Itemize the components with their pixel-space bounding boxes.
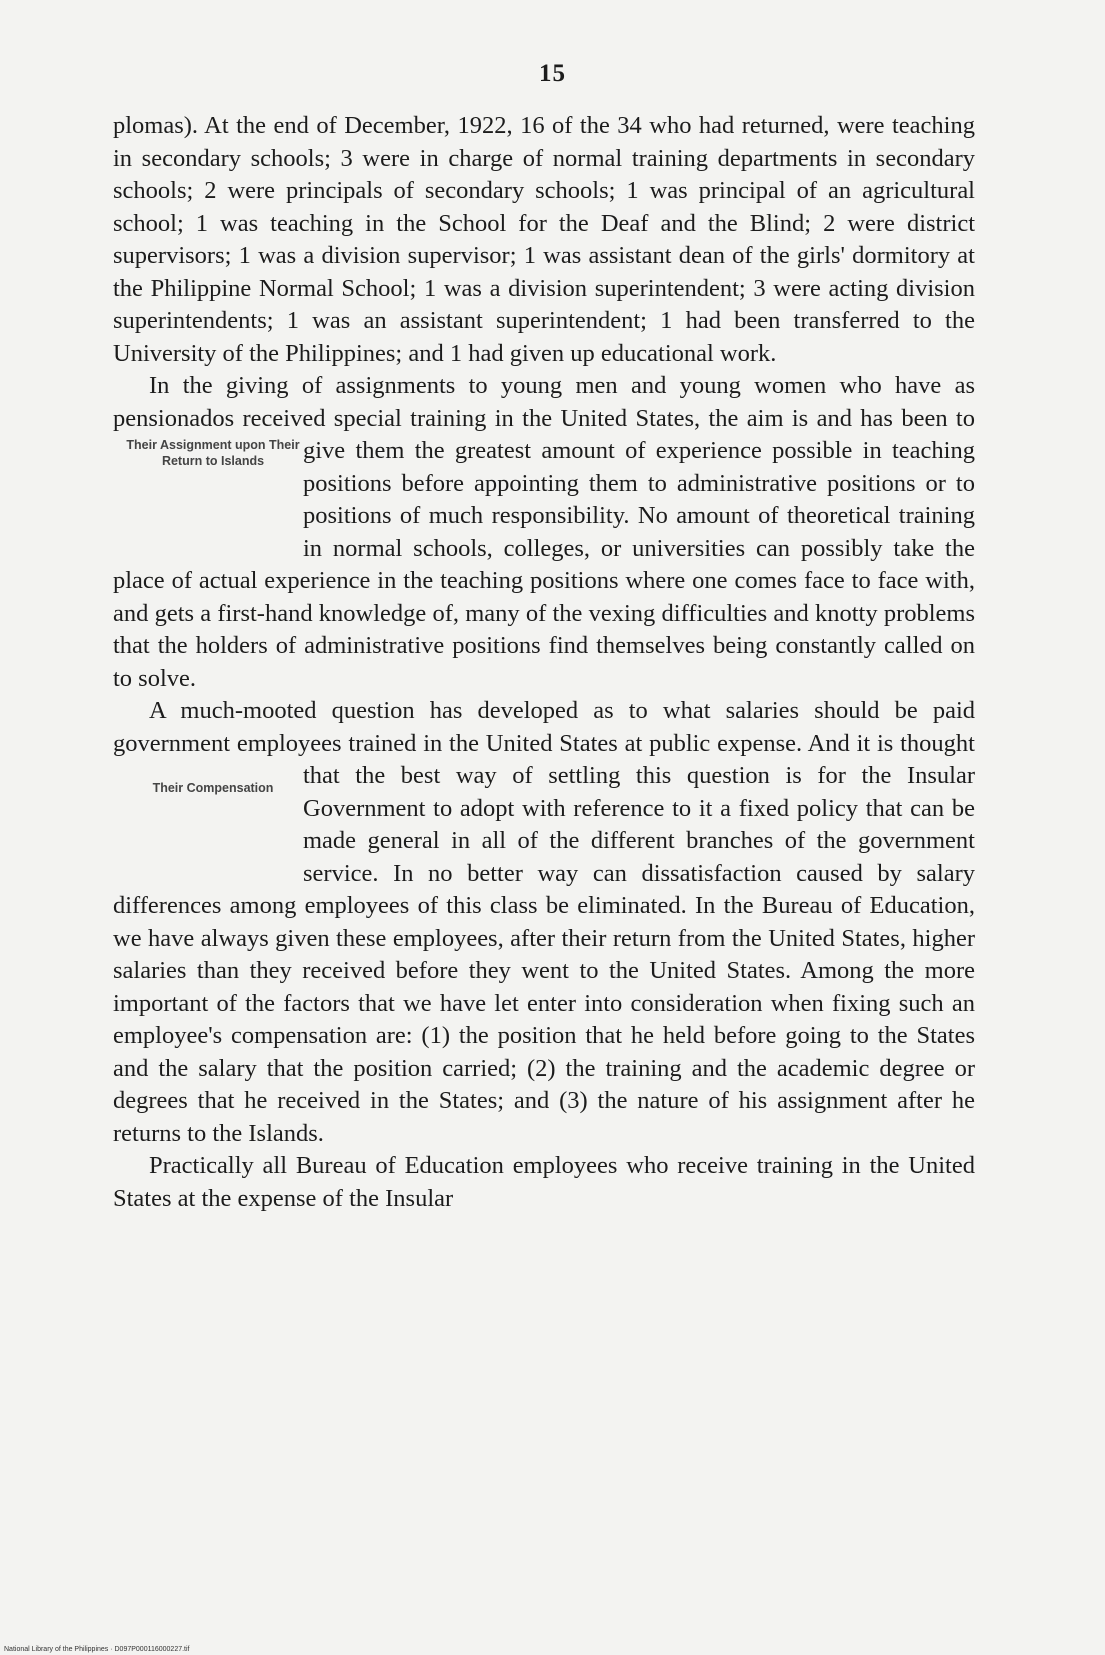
body-text [113,110,975,1215]
scan-footer: National Library of the Philippines · D097P000116000227.tif [4,1646,190,1653]
page-number: 15 [539,60,566,87]
paragraph-3-rest: of settling this question is for the Insular Government to adopt with reference to it a fixed policy that can be made general in all of the different branches of the government service. In no better way can dissatisfaction caused by salary differences among employees of this class be eliminated. In the Bureau of Education, we have always given these employees, after their return from the United States, higher salaries than they received before they went to the United States. Among the more important of the factors that we have let enter into consideration when fixing such an employee's compensation are: (1) the position that he held before going to the States and the salary that the position carried; (2) the training and the academic degree or degrees that he received in the States; and (3) the nature of his assignment after he returns to the Islands. [113,762,976,1147]
paragraph-2-start: In the giving of assignments to young men and young women who have as pensionados received special training in the United States, the aim is and has been to give them the greatest amount [113,372,975,464]
paragraph-4: Practically all Bureau of Education employees who receive training in the United States at the expense of the Insular [113,1152,975,1212]
paragraph-1: plomas). At the end of December, 1922, 16 of the 34 who had returned, were teaching in secondary schools; 3 were in charge of normal training departments in secondary schools; 2 were principals of secondary schools; 1 was principal of an agricultural school; 1 was teaching in the School for the Deaf and the Blind; 2 were district supervisors; 1 was a division supervisor; 1 was assistant dean of the girls' dormitory at the Philippine Normal School; 1 was a division superintendent; 3 were acting division superintendents; 1 was an assistant superintendent; 1 had been transferred to the University of the Philippines; and 1 had given up educational work. [113,112,975,367]
sidenote-assignment: Their Assignment upon Their Return to Islands [126,438,300,468]
paragraph-3-start: A much-mooted question has developed as to what salaries should be paid government employees trained in the United States at public expense. And it is thought that the best way [113,697,975,789]
paragraph-2 [113,370,975,695]
sidenote-compensation: Their Compensation [152,781,274,795]
paragraph-3 [113,695,975,1150]
paragraph-2-rest: of experience possible in teaching positions before appointing them to administrative positions or to positions of much responsibility. No amount of theoretical training in normal schools, colleges, or universities can possibly take the place of actual experience in the teaching positions where one comes face to face with, and gets a first-hand knowledge of, many of the vexing difficulties and knotty problems that the holders of administrative positions find themselves being constantly called on to solve. [113,437,975,692]
